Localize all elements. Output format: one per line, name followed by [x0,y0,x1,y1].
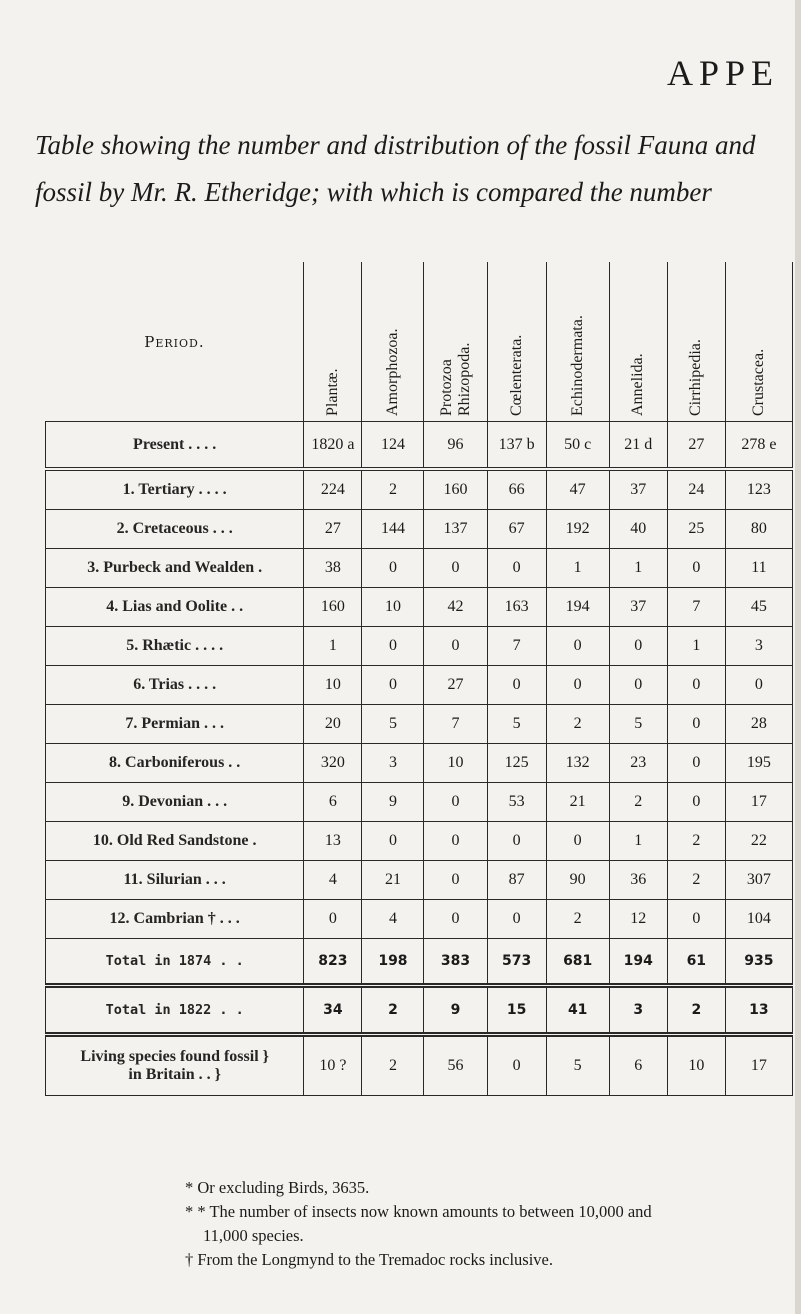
table-cell: 0 [667,900,725,939]
table-row [46,744,793,783]
table-cell: 0 [362,549,424,588]
table-row [46,783,793,822]
row-label-line: Living species found fossil } [80,1048,269,1065]
table-cell: 90 [546,861,609,900]
table-title: Table showing the number and distribution of the fossil Fauna and fossil by Mr. R. Etheridge; with which is compared the number [35,130,756,207]
table-cell: 21 [546,783,609,822]
table-cell: 192 [546,510,609,549]
table-row [46,705,793,744]
fossil-fauna-table [45,262,793,1096]
table-cell: 132 [546,744,609,783]
table-cell: 160 [304,588,362,627]
table-cell: 10 [667,1035,725,1096]
table-cell: 67 [487,510,546,549]
table-cell: 2 [667,822,725,861]
table-cell: 38 [304,549,362,588]
running-header: APPE [666,53,779,93]
table-cell: 573 [487,939,546,986]
table-cell: 40 [609,510,667,549]
table-cell: 5 [362,705,424,744]
table-cell: 125 [487,744,546,783]
table-cell: 61 [667,939,725,986]
table-cell: 1 [304,627,362,666]
row-label: 10. Old Red Sandstone . [46,822,304,861]
table-row [46,861,793,900]
table-cell: 7 [487,627,546,666]
table-cell: 0 [487,666,546,705]
column-header: Amorphozoa. [362,262,424,422]
table-cell: 37 [609,588,667,627]
table-cell: 0 [424,822,487,861]
table-cell: 34 [304,986,362,1035]
column-header: Cœlenterata. [487,262,546,422]
table-cell: 0 [609,627,667,666]
period-header: Period. [46,262,304,422]
table-cell: 87 [487,861,546,900]
row-label: 6. Trias . . . . [46,666,304,705]
table-cell: 1820 a [304,422,362,470]
table-cell: 3 [725,627,792,666]
row-label: 4. Lias and Oolite . . [46,588,304,627]
row-label: Present . . . . [46,422,304,470]
row-label: Total in 1822 . . [46,986,304,1035]
table-cell: 307 [725,861,792,900]
table-row [46,510,793,549]
table-cell: 681 [546,939,609,986]
table-cell: 194 [546,588,609,627]
table-cell: 3 [362,744,424,783]
table-cell: 7 [667,588,725,627]
table-cell: 0 [667,744,725,783]
table-cell: 2 [546,900,609,939]
table-cell: 0 [487,549,546,588]
table-row [46,666,793,705]
table-cell: 23 [609,744,667,783]
table-cell: 4 [362,900,424,939]
table-cell: 24 [667,469,725,510]
table-cell: 45 [725,588,792,627]
table-cell: 0 [667,666,725,705]
table-cell: 6 [609,1035,667,1096]
table-cell: 0 [362,627,424,666]
table-cell: 10 ? [304,1035,362,1096]
column-header: Crustacea. [725,262,792,422]
row-label: 11. Silurian . . . [46,861,304,900]
row-label: 8. Carboniferous . . [46,744,304,783]
table-cell: 935 [725,939,792,986]
table-cell: 25 [667,510,725,549]
table-cell: 1 [667,627,725,666]
table-cell: 9 [362,783,424,822]
table-cell: 7 [424,705,487,744]
total-1822-row [46,986,793,1035]
column-header-row [46,262,793,422]
table-cell: 2 [667,986,725,1035]
row-label: 7. Permian . . . [46,705,304,744]
table-cell: 0 [487,900,546,939]
row-label: 1. Tertiary . . . . [46,469,304,510]
table-cell: 0 [667,705,725,744]
table-cell: 42 [424,588,487,627]
table-cell: 50 c [546,422,609,470]
table-cell: 21 [362,861,424,900]
living-species-row [46,1035,793,1096]
table-cell: 13 [725,986,792,1035]
table-cell: 36 [609,861,667,900]
table-cell: 0 [725,666,792,705]
table-cell: 2 [362,986,424,1035]
table-cell: 144 [362,510,424,549]
table-cell: 0 [546,627,609,666]
table-cell: 0 [424,783,487,822]
column-header: Annelida. [609,262,667,422]
table-cell: 2 [546,705,609,744]
table-cell: 320 [304,744,362,783]
table-cell: 383 [424,939,487,986]
table-cell: 0 [487,1035,546,1096]
footnote-line: 11,000 species. [203,1226,304,1245]
table-cell: 163 [487,588,546,627]
table-cell: 41 [546,986,609,1035]
table-cell: 0 [487,822,546,861]
table-row [46,900,793,939]
table-cell: 124 [362,422,424,470]
table-cell: 5 [546,1035,609,1096]
table-cell: 53 [487,783,546,822]
table-cell: 1 [609,549,667,588]
table-row [46,549,793,588]
row-label: 2. Cretaceous . . . [46,510,304,549]
table-cell: 0 [362,666,424,705]
table-cell: 0 [424,900,487,939]
column-header: Cirrhipedia. [667,262,725,422]
table-cell: 11 [725,549,792,588]
table-cell: 195 [725,744,792,783]
row-label: Total in 1874 . . [46,939,304,986]
table-cell: 0 [667,783,725,822]
table-row [46,627,793,666]
table-cell: 198 [362,939,424,986]
table-cell: 0 [424,861,487,900]
table-cell: 21 d [609,422,667,470]
total-1874-row [46,939,793,986]
column-header: Echinodermata. [546,262,609,422]
footnote-line: * * The number of insects now known amounts to between 10,000 and [185,1202,652,1221]
table-cell: 0 [609,666,667,705]
table-cell: 80 [725,510,792,549]
table-cell: 5 [609,705,667,744]
table-cell: 1 [546,549,609,588]
row-label: 9. Devonian . . . [46,783,304,822]
table-cell: 278 e [725,422,792,470]
table-cell: 2 [362,469,424,510]
row-label [46,1035,304,1096]
table-cell: 137 [424,510,487,549]
row-label: 3. Purbeck and Wealden . [46,549,304,588]
table-cell: 0 [304,900,362,939]
footnotes [185,1176,785,1272]
page-edge [795,0,801,1314]
table-cell: 9 [424,986,487,1035]
table-cell: 27 [304,510,362,549]
table-cell: 0 [424,627,487,666]
table-cell: 20 [304,705,362,744]
table-cell: 4 [304,861,362,900]
table-cell: 17 [725,1035,792,1096]
table-cell: 0 [667,549,725,588]
table-cell: 2 [609,783,667,822]
table-cell: 2 [362,1035,424,1096]
table-row [46,469,793,510]
table-cell: 96 [424,422,487,470]
table-cell: 194 [609,939,667,986]
column-header: Plantæ. [304,262,362,422]
table-cell: 137 b [487,422,546,470]
row-label: 12. Cambrian † . . . [46,900,304,939]
table-cell: 13 [304,822,362,861]
table-cell: 37 [609,469,667,510]
table-cell: 10 [304,666,362,705]
table-cell: 56 [424,1035,487,1096]
table-cell: 5 [487,705,546,744]
table-cell: 1 [609,822,667,861]
table-cell: 12 [609,900,667,939]
table-cell: 0 [362,822,424,861]
table-cell: 3 [609,986,667,1035]
footnote: * Or excluding Birds, 3635. [185,1178,370,1197]
table-cell: 66 [487,469,546,510]
table-cell: 0 [546,822,609,861]
table-cell: 2 [667,861,725,900]
table-cell: 27 [424,666,487,705]
table-cell: 0 [424,549,487,588]
table-cell: 823 [304,939,362,986]
table-cell: 28 [725,705,792,744]
table-cell: 160 [424,469,487,510]
table-row [46,822,793,861]
table-cell: 15 [487,986,546,1035]
table-cell: 10 [424,744,487,783]
table-cell: 47 [546,469,609,510]
footnote: † From the Longmynd to the Tremadoc rocks inclusive. [185,1250,554,1269]
column-header: Protozoa Rhizopoda. [424,262,487,422]
table-cell: 123 [725,469,792,510]
footnote [185,1200,785,1248]
table-cell: 17 [725,783,792,822]
table-cell: 224 [304,469,362,510]
table-cell: 10 [362,588,424,627]
table-cell: 0 [546,666,609,705]
table-cell: 104 [725,900,792,939]
table-cell: 27 [667,422,725,470]
table-cell: 22 [725,822,792,861]
present-row [46,422,793,470]
table-row [46,588,793,627]
row-label: 5. Rhætic . . . . [46,627,304,666]
table-cell: 6 [304,783,362,822]
row-label-line: in Britain . . } [128,1066,221,1083]
